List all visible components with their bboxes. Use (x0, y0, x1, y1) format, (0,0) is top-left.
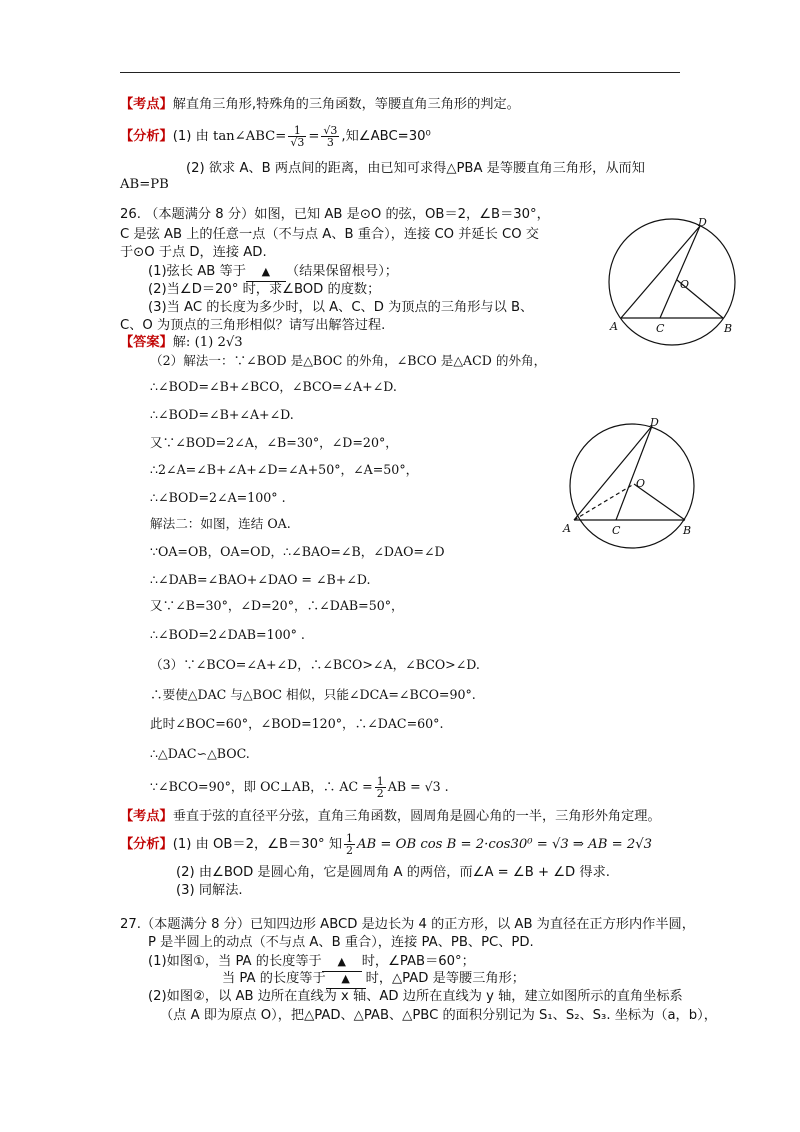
frac1-den: √3 (290, 136, 305, 149)
fig1-line-ad (621, 226, 700, 318)
sol-l16-suffix: AB = √3 . (387, 779, 449, 794)
q26-part3-cont: C、O 为顶点的三角形相似？请写出解答过程. (120, 318, 386, 333)
figure-circle-2 (560, 414, 710, 560)
q27-line1: 27.（本题满分 8 分）已知四边形 ABCD 是边长为 4 的正方形，以 AB 为直径在正方形内作半圆， (120, 917, 695, 932)
solution-block (120, 352, 547, 802)
sol-l6: ∴∠BOD=2∠A=100° . (150, 490, 286, 505)
sol-l11: ∴∠BOD=2∠DAB=100° . (150, 627, 305, 642)
q27-p1a-blank: ▲ (322, 953, 362, 972)
sol-l16 (150, 774, 449, 800)
sol-l2: ∴∠BOD=∠B+∠BCO，∠BCO=∠A+∠D. (150, 379, 397, 394)
q26-f1-num: 1 (346, 832, 354, 845)
fenxi-1-frac1 (288, 125, 306, 148)
sol-l3: ∴∠BOD=∠B+∠A+∠D. (150, 407, 294, 422)
q26-p1-suffix: （结果保留根号）； (285, 264, 398, 279)
fig1-circle (609, 219, 735, 345)
fenxi-tag: 【分析】 (120, 129, 173, 144)
sol-l7: 解法二：如图，连结 OA. (150, 516, 291, 531)
q27-part2: (2)如图②，以 AB 边所在直线为 x 轴、AD 边所在直线为 y 轴，建立如图所示的直角坐标系 (148, 989, 683, 1004)
q27-p1b-blank: ▲ (326, 970, 366, 989)
figure-circle-1 (592, 216, 752, 356)
fig2-circle (570, 424, 694, 548)
q26-kaodian (120, 808, 661, 826)
kaodian-text: 解直角三角形,特殊角的三角函数，等腰直角三角形的判定。 (172, 97, 520, 112)
q26-kaodian-text: 垂直于弦的直径平分弦，直角三角函数，圆周角是圆心角的一半，三角形外角定理。 (172, 809, 661, 824)
q27-p1a-prefix: (1)如图①，当 PA 的长度等于 (148, 954, 322, 969)
sol-l9: ∴∠DAB=∠BAO+∠DAO = ∠B+∠D. (150, 572, 371, 587)
q26-p1-prefix: (1)弦长 AB 等于 (148, 264, 246, 279)
q27-p1b-prefix: 当 PA 的长度等于 (222, 971, 326, 986)
fenxi-1-suffix: ,知∠ABC=30⁰ (341, 129, 431, 144)
sol-l16-den: 2 (376, 787, 384, 800)
fenxi-1-tan: tan∠ABC= (213, 129, 287, 144)
sol-l4: 又∵∠BOD=2∠A，∠B=30°，∠D=20°， (150, 435, 398, 450)
q26-f1-den: 2 (346, 844, 354, 857)
answer-1: 解: (1) 2√3 (172, 335, 243, 350)
frac1-num: 1 (288, 125, 306, 137)
frac2-num: √3 (323, 124, 338, 137)
fig2-label-o: O (636, 477, 646, 490)
fig2-label-d: D (650, 416, 659, 429)
q26-f1-prefix: (1) 由 OB＝2，∠B＝30° 知 (172, 837, 343, 852)
fig2-line-cd (616, 426, 652, 520)
kaodian-line (120, 96, 520, 114)
fenxi-1-eq: = (308, 129, 320, 144)
sol-l1: （2）解法一：∵∠BOD 是△BOC 的外角，∠BCO 是△ACD 的外角， (150, 353, 547, 368)
q27-part1b (222, 970, 525, 989)
sol-l16-prefix: ∵∠BCO=90°，即 OC⊥AB，∴ AC = (150, 779, 373, 794)
answer-tag: 【答案】 (120, 335, 173, 350)
q26-fenxi-1 (120, 832, 652, 858)
q26-line1: 26. （本题满分 8 分）如图，已知 AB 是⊙O 的弦，OB＝2，∠B＝30°， (120, 207, 550, 222)
fig1-label-a: A (610, 320, 618, 333)
frac2-den: 3 (326, 136, 334, 149)
q27-p1a-suffix: 时，∠PAB＝60°； (361, 954, 475, 969)
q26-line3: 于⊙O 于点 D，连接 AD. (120, 245, 267, 260)
fig2-line-oa-dashed (574, 484, 634, 520)
sol-l16-num: 1 (376, 775, 384, 788)
q26-part2: (2)当∠D＝20° 时，求∠BOD 的度数； (148, 282, 381, 297)
q26-fenxi-2: (2) 由∠BOD 是圆心角，它是圆周角 A 的两倍，而∠A = ∠B + ∠D 得求. (176, 865, 610, 880)
sol-l8: ∵OA=OB，OA=OD，∴∠BAO=∠B，∠DAO=∠D (150, 544, 445, 559)
fenxi-2-cont: AB=PB (120, 177, 169, 192)
sol-l15: ∴△DAC∽△BOC. (150, 746, 250, 761)
fig1-label-d: D (698, 216, 707, 229)
q27-p1b-suffix: 时，△PAD 是等腰三角形； (365, 971, 525, 986)
fig1-label-o: O (680, 278, 690, 291)
q26-kaodian-tag: 【考点】 (120, 809, 173, 824)
q27-line2: P 是半圆上的动点（不与点 A、B 重合），连接 PA、PB、PC、PD. (148, 935, 534, 950)
fenxi-2: (2) 欲求 A、B 两点间的距离，由已知可求得△PBA 是等腰直角三角形，从而知 (186, 161, 645, 176)
top-rule (120, 72, 680, 73)
fig2-label-a: A (563, 522, 571, 535)
fig1-label-b: B (724, 322, 733, 335)
kaodian-tag: 【考点】 (120, 97, 173, 112)
q26-fenxi-tag: 【分析】 (120, 837, 173, 852)
fig1-label-c: C (656, 322, 665, 335)
fig2-label-b: B (683, 524, 692, 537)
sol-l14: 此时∠BOC=60°，∠BOD=120°，∴∠DAC=60°. (150, 716, 444, 731)
fenxi-1-frac2 (321, 125, 339, 148)
fenxi-1-prefix: (1) 由 (172, 129, 209, 144)
q26-part3: (3)当 AC 的长度为多少时，以 A、C、D 为顶点的三角形与以 B、 (148, 300, 534, 315)
q26-fenxi-3: (3) 同解法. (176, 883, 243, 898)
sol-l5: ∴2∠A=∠B+∠A+∠D=∠A+50°，∠A=50°， (150, 462, 419, 477)
q26-answer (120, 334, 243, 352)
q26-part1 (148, 263, 398, 282)
sol-l10: 又∵∠B=30°，∠D=20°，∴∠DAB=50°， (150, 598, 404, 613)
answer-blank: ▲ (246, 263, 286, 282)
fig2-label-c: C (612, 524, 621, 537)
q26-line2: C 是弦 AB 上的任意一点（不与点 A、B 重合），连接 CO 并延长 CO 交 (120, 227, 539, 242)
sol-l12: （3）∵∠BCO=∠A+∠D，∴∠BCO>∠A，∠BCO>∠D. (150, 657, 480, 672)
sol-l13: ∴要使△DAC 与△BOC 相似，只能∠DCA=∠BCO=90°. (150, 687, 476, 702)
sol-l16-frac (375, 776, 386, 799)
q26-f1-frac (344, 833, 355, 856)
q27-part2-cont: （点 A 即为原点 O），把△PAD、△PAB、△PBC 的面积分别记为 S₁、S₂、S₃. 坐标为（a，b）， (160, 1008, 717, 1023)
fenxi-line-1 (120, 124, 431, 150)
fig1-line-cd (660, 226, 700, 318)
q26-f1-suffix: AB = OB cos B = 2·cos30⁰ = √3 ⇒ AB = 2√3 (357, 837, 653, 852)
fig2-line-ad (574, 426, 652, 520)
